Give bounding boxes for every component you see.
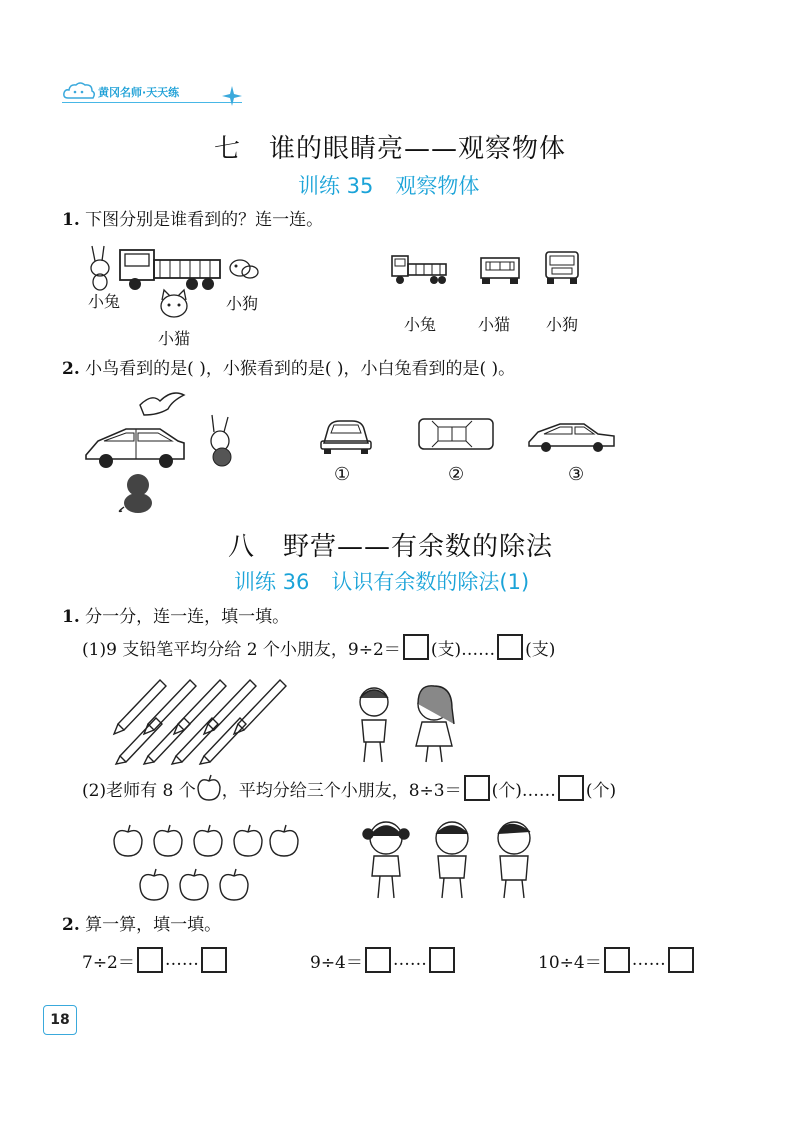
apple-icon	[220, 869, 248, 900]
three-children-illustration	[358, 818, 548, 904]
ellipsis: ……	[164, 950, 199, 970]
question-number: 1.	[62, 210, 80, 230]
option-3: ③	[568, 464, 585, 485]
option-1: ①	[334, 464, 351, 485]
ellipsis: ……	[392, 950, 427, 970]
remainder-box[interactable]	[497, 634, 523, 660]
pencil-equation	[82, 634, 555, 660]
unit7-number: 七	[214, 134, 242, 164]
boy-icon	[436, 822, 468, 898]
question-2	[62, 354, 515, 379]
unit7-text: 谁的眼睛亮——观察物体	[269, 134, 567, 164]
unit8-title	[228, 526, 553, 563]
unit7-title	[214, 128, 566, 165]
apple-unit-quotient: (个)……	[491, 780, 556, 801]
section-question-1	[62, 602, 289, 627]
pencil-unit-remainder: (支)	[525, 639, 556, 660]
truck-front-view-icon	[542, 248, 582, 290]
rabbit-icon	[91, 246, 109, 290]
question-number: 2.	[62, 915, 80, 935]
pencil-icon	[144, 718, 190, 764]
pencil-equation-text: (1)9 支铅笔平均分给 2 个小朋友，9÷2＝	[82, 639, 401, 660]
cloud-logo-icon	[62, 80, 96, 104]
apple-icon	[194, 825, 222, 856]
girl-icon	[363, 822, 409, 898]
pencil-icon	[116, 718, 162, 764]
truck-icon	[120, 250, 220, 290]
apple-icon	[114, 825, 142, 856]
car-top-view-icon	[416, 415, 496, 455]
pencils-illustration	[108, 674, 298, 766]
dog-icon	[230, 260, 258, 278]
truck-back-view-icon	[478, 250, 522, 290]
division-expression: 9÷4＝	[310, 952, 363, 973]
apples-illustration	[110, 822, 302, 906]
division-item-1	[82, 947, 229, 973]
boy-icon	[360, 688, 388, 762]
car-icon	[86, 429, 184, 468]
view-label-1: 小兔	[404, 315, 437, 334]
quotient-box[interactable]	[604, 947, 630, 973]
option-2: ②	[448, 464, 465, 485]
question-1	[62, 205, 323, 230]
remainder-box[interactable]	[201, 947, 227, 973]
apple-equation-text-a: (2)老师有 8 个	[82, 780, 196, 801]
car-animals-scene-illustration	[80, 385, 250, 515]
question-text: 小鸟看到的是( )，小猴看到的是( )，小白兔看到的是( )。	[85, 359, 516, 379]
ellipsis: ……	[631, 950, 666, 970]
white-rabbit-icon	[211, 415, 231, 466]
division-expression: 10÷4＝	[538, 952, 602, 973]
apple-icon	[234, 825, 262, 856]
division-expression: 7÷2＝	[82, 952, 135, 973]
quotient-box[interactable]	[403, 634, 429, 660]
brand-header	[62, 80, 222, 104]
quotient-box[interactable]	[137, 947, 163, 973]
apple-unit-remainder: (个)	[585, 780, 617, 801]
two-children-illustration	[348, 684, 468, 766]
apple-icon	[154, 825, 182, 856]
apple-icon	[270, 825, 298, 856]
quotient-box[interactable]	[464, 775, 490, 801]
brand-underline	[62, 102, 242, 103]
scene-label-rabbit: 小兔	[88, 292, 121, 311]
unit8-text: 野营——有余数的除法	[283, 532, 554, 562]
section-question-2	[62, 910, 221, 935]
car-front-view-icon	[318, 415, 374, 457]
view-label-2: 小猫	[478, 315, 511, 334]
question-text: 下图分别是谁看到的？连一连。	[85, 210, 324, 230]
lesson36-number: 训练 36	[234, 570, 310, 594]
truck-side-view-icon	[390, 250, 450, 290]
lesson35-text: 观察物体	[395, 174, 480, 198]
apple-icon	[140, 869, 168, 900]
scene-label-cat: 小猫	[158, 329, 191, 348]
question-text: 分一分，连一连，填一填。	[85, 607, 290, 627]
boy-icon	[498, 822, 530, 898]
view-label-3: 小狗	[546, 315, 579, 334]
apple-equation-text-b: ，平均分给三个小朋友，8÷3＝	[221, 780, 462, 801]
lesson35-number: 训练 35	[298, 174, 374, 198]
pencil-unit-quotient: (支)……	[430, 639, 496, 660]
question-number: 2.	[62, 359, 80, 379]
girl-icon	[416, 686, 454, 762]
lesson35-title	[298, 170, 479, 200]
lesson36-title	[234, 566, 529, 596]
bird-icon	[140, 393, 184, 415]
cat-icon	[161, 290, 187, 317]
sparkle-icon	[222, 86, 242, 106]
division-item-2	[310, 947, 457, 973]
question-number: 1.	[62, 607, 80, 627]
remainder-box[interactable]	[558, 775, 584, 801]
remainder-box[interactable]	[668, 947, 694, 973]
apple-icon	[180, 869, 208, 900]
monkey-icon	[119, 474, 152, 513]
apple-equation	[82, 774, 616, 802]
scene-label-dog: 小狗	[226, 294, 259, 313]
brand-text: 黄冈名师·天天练	[98, 86, 180, 99]
car-side-view-icon	[526, 412, 618, 454]
unit8-number: 八	[228, 532, 256, 562]
page-number: 18	[43, 1005, 77, 1035]
division-item-3	[538, 947, 696, 973]
remainder-box[interactable]	[429, 947, 455, 973]
question-text: 算一算，填一填。	[85, 915, 222, 935]
apple-icon	[196, 774, 222, 802]
lesson36-text: 认识有余数的除法(1)	[331, 570, 530, 594]
quotient-box[interactable]	[365, 947, 391, 973]
